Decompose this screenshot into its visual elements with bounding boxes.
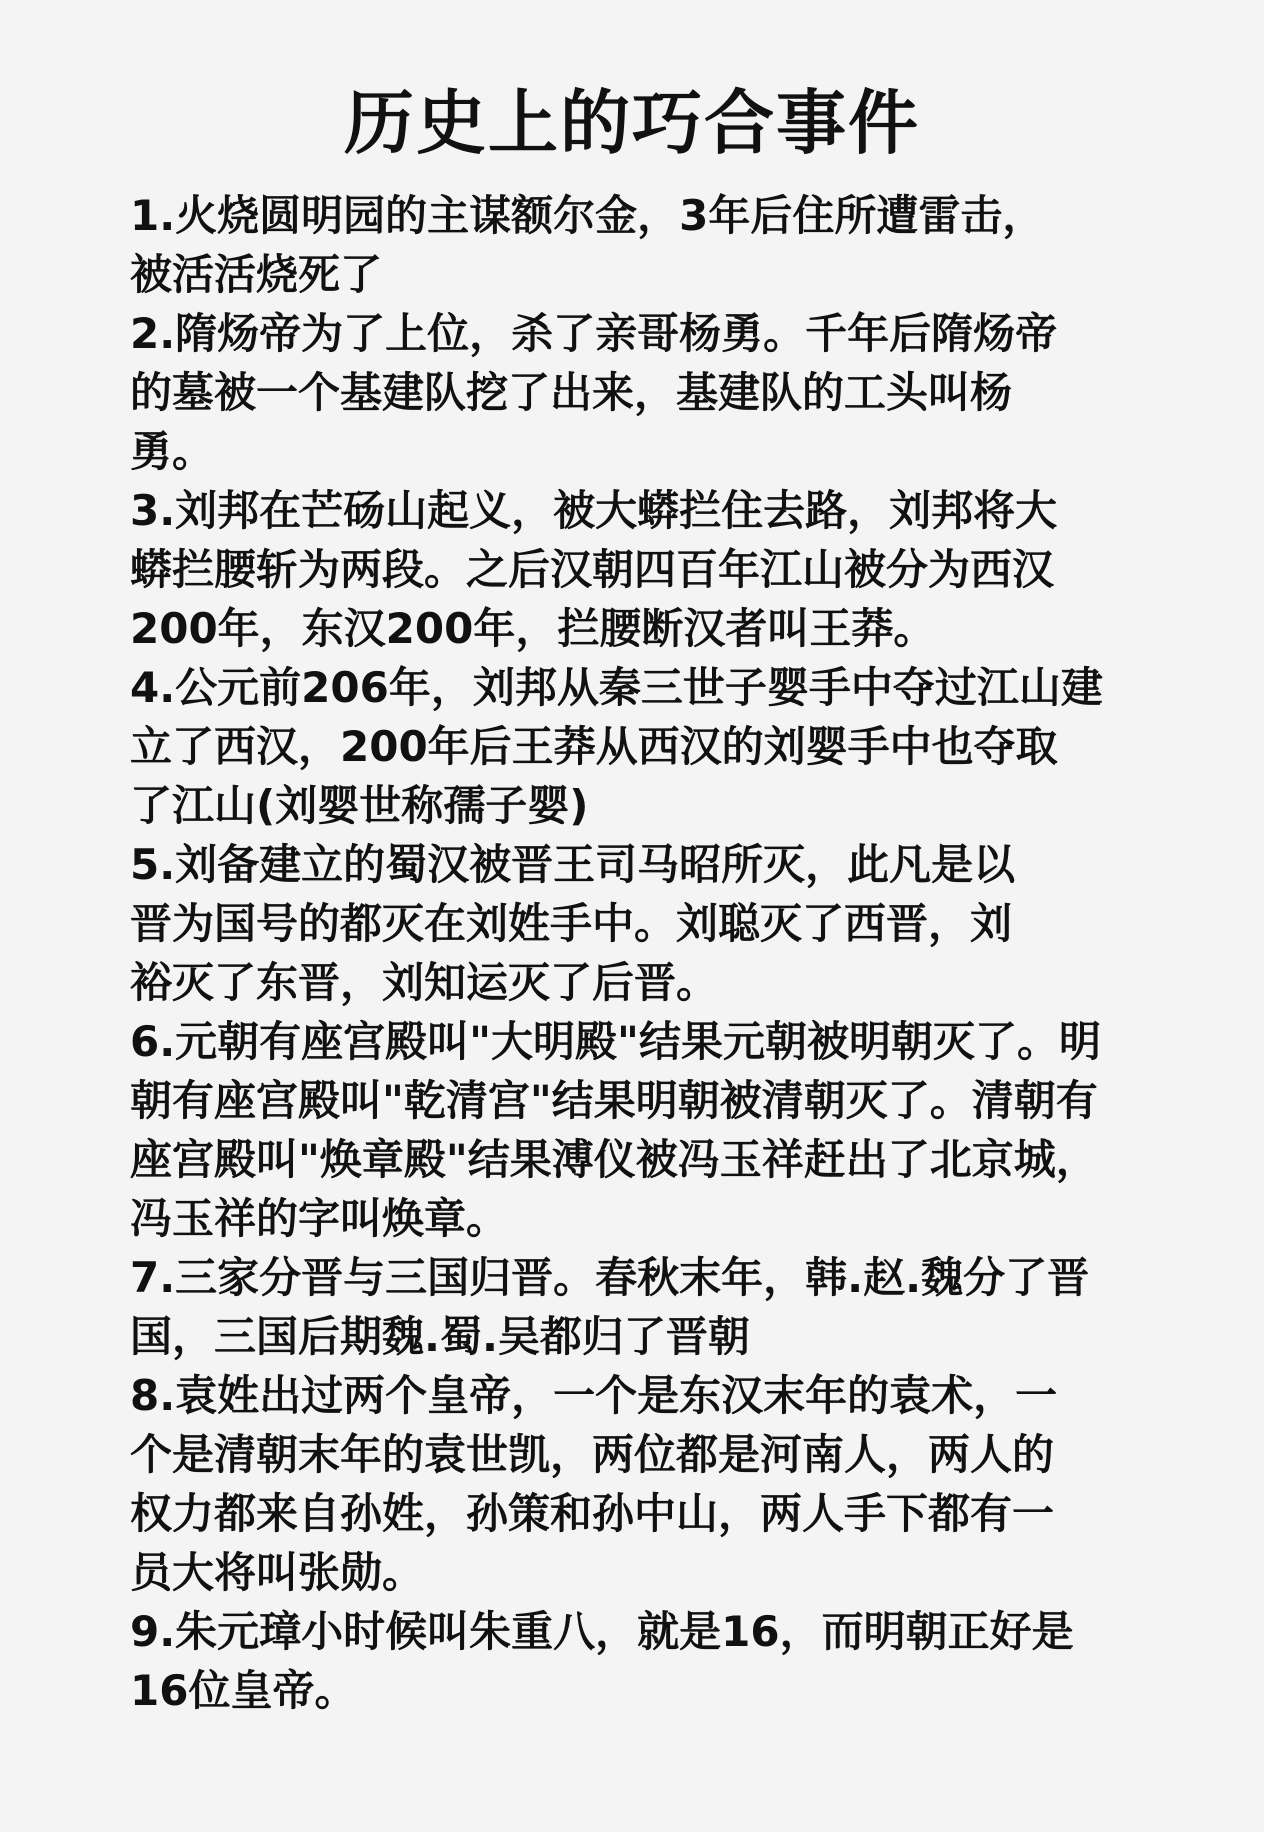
entry-3-line-2: 蟒拦腰斩为两段。之后汉朝四百年江山被分为西汉 [130,545,1055,594]
entry-5-line-2: 晋为国号的都灭在刘姓手中。刘聪灭了西晋，刘 [130,899,1013,948]
entry-8-line-4: 员大将叫张勋。 [130,1548,425,1597]
entry-8 [130,1366,1140,1602]
entry-6-line-2: 朝有座宫殿叫"乾清宫"结果明朝被清朝灭了。清朝有 [130,1076,1098,1125]
entry-6-line-3: 座宫殿叫"焕章殿"结果溥仪被冯玉祥赶出了北京城， [130,1135,1098,1184]
entry-4-line-1: 4.公元前206年，刘邦从秦三世子婴手中夺过江山建 [130,663,1103,712]
entry-3-line-1: 3.刘邦在芒砀山起义，被大蟒拦住去路，刘邦将大 [130,486,1058,535]
entry-9 [130,1602,1140,1720]
entry-5 [130,835,1140,1012]
entry-6 [130,1012,1140,1248]
entry-3-line-3: 200年，东汉200年，拦腰断汉者叫王莽。 [130,604,936,653]
entry-4-line-3: 了江山(刘婴世称孺子婴) [130,781,589,830]
entry-8-line-1: 8.袁姓出过两个皇帝，一个是东汉末年的袁术，一 [130,1371,1058,1420]
entry-4-line-2: 立了西汉，200年后王莽从西汉的刘婴手中也夺取 [130,722,1058,771]
entry-7-line-1: 7.三家分晋与三国归晋。春秋末年，韩.赵.魏分了晋 [130,1253,1090,1302]
entry-8-line-3: 权力都来自孙姓，孙策和孙中山，两人手下都有一 [130,1489,1055,1538]
entry-2-line-2: 的墓被一个基建队挖了出来，基建队的工头叫杨 [130,368,1013,417]
entry-2-line-3: 勇。 [130,427,215,476]
entry-9-line-2: 16位皇帝。 [130,1666,357,1715]
entry-8-line-2: 个是清朝末年的袁世凯，两位都是河南人，两人的 [130,1430,1055,1479]
entry-7-line-2: 国，三国后期魏.蜀.吴都归了晋朝 [130,1312,750,1361]
entry-9-line-1: 9.朱元璋小时候叫朱重八，就是16，而明朝正好是 [130,1607,1074,1656]
entry-7 [130,1248,1140,1366]
entry-1-line-1: 1.火烧圆明园的主谋额尔金，3年后住所遭雷击， [130,191,1045,240]
entry-list [130,186,1140,1720]
entry-5-line-1: 5.刘备建立的蜀汉被晋王司马昭所灭，此凡是以 [130,840,1016,889]
entry-6-line-1: 6.元朝有座宫殿叫"大明殿"结果元朝被明朝灭了。明 [130,1017,1101,1066]
entry-1-line-2: 被活活烧死了 [130,250,383,299]
page-title: 历史上的巧合事件 [344,82,920,164]
entry-6-line-4: 冯玉祥的字叫焕章。 [130,1194,509,1243]
entry-2 [130,304,1140,481]
entry-2-line-1: 2.隋炀帝为了上位，杀了亲哥杨勇。千年后隋炀帝 [130,309,1058,358]
entry-1 [130,186,1140,304]
entry-4 [130,658,1140,835]
entry-3 [130,481,1140,658]
entry-5-line-3: 裕灭了东晋，刘知运灭了后晋。 [130,958,719,1007]
